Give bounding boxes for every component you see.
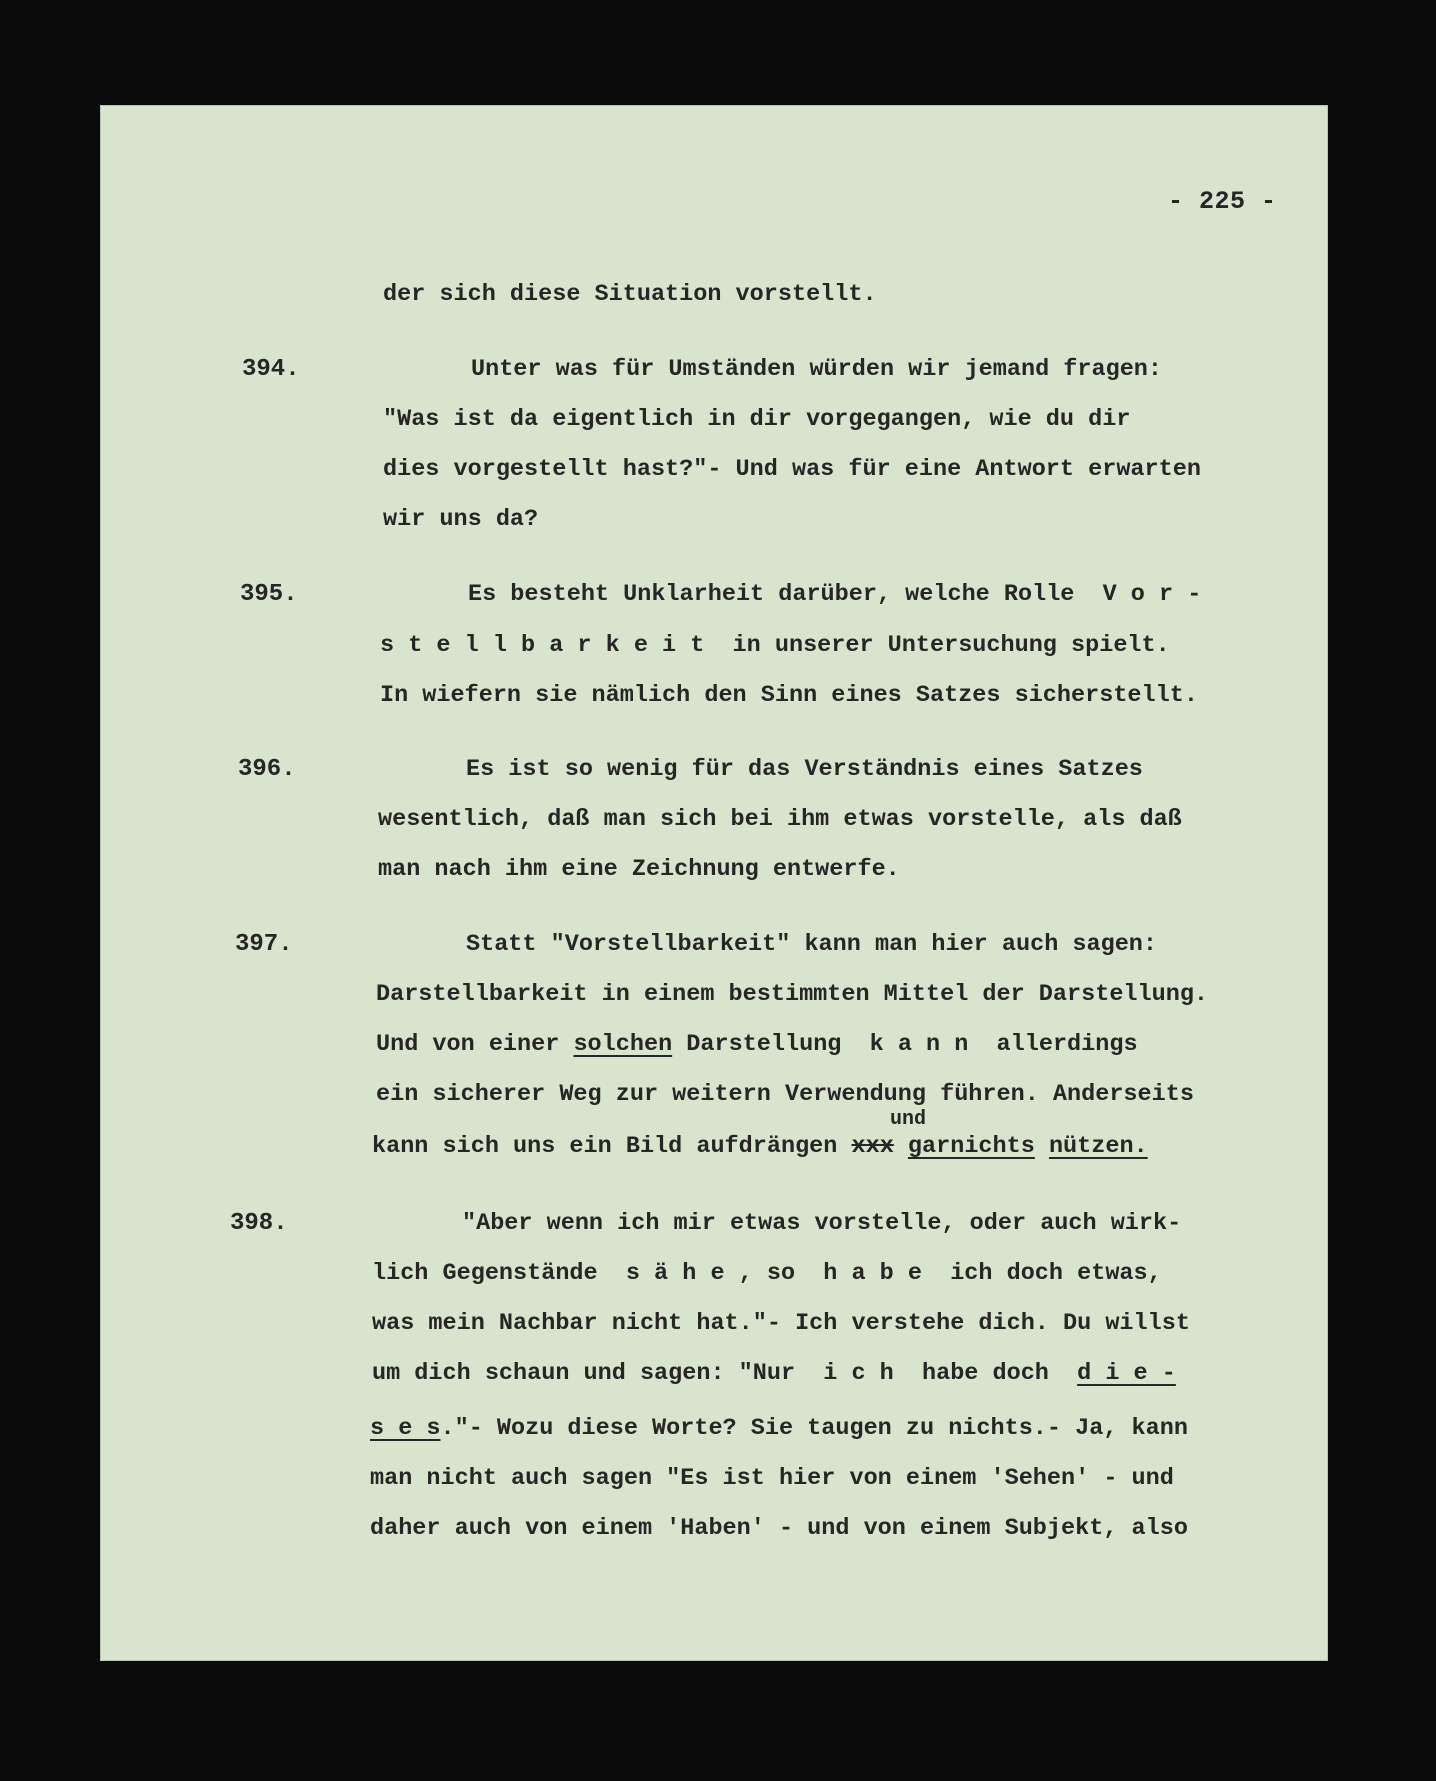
text-line: wir uns da?: [383, 506, 539, 533]
page-number: - 225 -: [1168, 187, 1277, 216]
text-line: "Aber wenn ich mir etwas vorstelle, oder auch wirk-: [462, 1210, 1182, 1237]
paragraph-number-397: 397.: [235, 931, 293, 958]
text-line: daher auch von einem 'Haben' - und von einem Subjekt, also: [370, 1515, 1188, 1542]
text-line: s t e l l b a r k e i t in unserer Untersuchung spielt.: [380, 632, 1170, 659]
text-line: [376, 1033, 1138, 1057]
text-segment: Und von einer: [376, 1031, 560, 1058]
text-line: ein sicherer Weg zur weitern Verwendung führen. Anderseits: [376, 1081, 1194, 1108]
underlined-word: solchen: [573, 1031, 673, 1058]
text-line: was mein Nachbar nicht hat."- Ich verstehe dich. Du willst: [372, 1310, 1190, 1337]
text-line: [370, 1417, 1188, 1441]
text-line: Es ist so wenig für das Verständnis eines Satzes: [466, 756, 1143, 783]
text-segment: Darstellung k a n n allerdings: [686, 1031, 1138, 1058]
text-line: Unter was für Umständen würden wir jemand fragen:: [471, 356, 1163, 383]
text-line: wesentlich, daß man sich bei ihm etwas vorstelle, als daß: [378, 806, 1182, 833]
handwritten-insertion: und: [890, 1108, 927, 1131]
text-line: Statt "Vorstellbarkeit" kann man hier auch sagen:: [466, 931, 1158, 958]
paragraph-number-394: 394.: [242, 356, 300, 383]
text-line: der sich diese Situation vorstellt.: [383, 281, 877, 308]
underlined-word: d i e -: [1077, 1360, 1176, 1387]
text-line: "Was ist da eigentlich in dir vorgegangen, wie du dir: [383, 406, 1131, 433]
paragraph-number-395: 395.: [240, 581, 298, 608]
text-line: Es besteht Unklarheit darüber, welche Rolle V o r -: [468, 581, 1202, 608]
document-page: [100, 105, 1328, 1661]
paragraph-number-396: 396.: [238, 756, 296, 783]
text-segment: ."- Wozu diese Worte? Sie taugen zu nichts.- Ja, kann: [440, 1415, 1188, 1442]
text-line: man nicht auch sagen "Es ist hier von einem 'Sehen' - und: [370, 1465, 1174, 1492]
underlined-word: garnichts: [907, 1133, 1035, 1160]
text-line: In wiefern sie nämlich den Sinn eines Satzes sicherstellt.: [380, 682, 1198, 709]
struck-word: xxx: [851, 1133, 894, 1160]
text-line: man nach ihm eine Zeichnung entwerfe.: [378, 856, 900, 883]
underlined-word: nützen.: [1048, 1133, 1148, 1160]
text-line: [372, 1135, 1148, 1159]
text-line: dies vorgestellt hast?"- Und was für eine Antwort erwarten: [383, 456, 1201, 483]
text-line: lich Gegenstände s ä h e , so h a b e ich doch etwas,: [372, 1260, 1162, 1287]
text-segment: kann sich uns ein Bild aufdrängen: [372, 1133, 838, 1160]
text-line: [372, 1362, 1176, 1386]
paragraph-number-398: 398.: [230, 1210, 288, 1237]
underlined-word: s e s: [370, 1415, 441, 1442]
text-segment: um dich schaun und sagen: "Nur i c h habe doch: [372, 1360, 1049, 1387]
text-line: Darstellbarkeit in einem bestimmten Mittel der Darstellung.: [376, 981, 1209, 1008]
